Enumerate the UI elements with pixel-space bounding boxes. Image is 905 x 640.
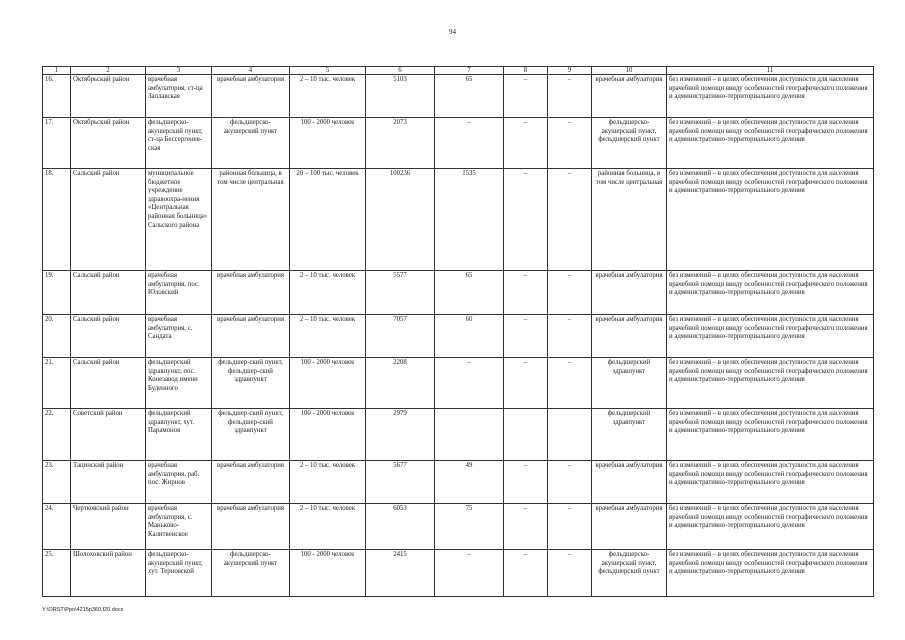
row-number-cell: 22.: [43, 409, 71, 461]
justification-cell: без изменений – в целях обеспечения доступности для населения врачебной помощи ввиду особенностей географического положения и административно-территориального деления: [667, 169, 874, 271]
row-number-cell: 16.: [43, 75, 71, 118]
facility-type-cell: врачебная амбулатория: [212, 75, 290, 118]
population-cell: 100 - 2000 человек: [290, 118, 366, 169]
value-cell-col6: 2208: [366, 358, 435, 409]
table-row: [43, 504, 874, 550]
file-path: Y:\ORST\Ppo\4215p360.f20.docx: [42, 607, 124, 613]
row-number-cell: 24.: [43, 504, 71, 550]
proposed-type-cell: врачебная амбулатория: [592, 504, 667, 550]
column-header: 4: [212, 67, 290, 75]
facility-type-cell: фельдшерско-акушерский пункт: [212, 118, 290, 169]
header-row: [43, 67, 874, 75]
value-cell-col7: 65: [435, 75, 504, 118]
population-cell: 100 - 2000 человек: [290, 409, 366, 461]
column-header: 9: [548, 67, 592, 75]
facility-type-cell: фельдшерско-акушерский пункт: [212, 550, 290, 597]
population-cell: 100 - 2000 человек: [290, 550, 366, 597]
value-cell-col6: 2073: [366, 118, 435, 169]
district-cell: Октябрьский район: [71, 75, 146, 118]
justification-cell: без изменений – в целях обеспечения доступности для населения врачебной помощи ввиду особенностей географического положения и административно-территориального деления: [667, 118, 874, 169]
value-cell-col9: –: [548, 271, 592, 315]
district-cell: Тацинский район: [71, 461, 146, 504]
table-row: [43, 118, 874, 169]
table-body: [43, 75, 874, 597]
justification-cell: без изменений – в целях обеспечения доступности для населения врачебной помощи ввиду особенностей географического положения и административно-территориального деления: [667, 550, 874, 597]
row-number-cell: 20.: [43, 315, 71, 358]
facility-type-cell: врачебная амбулатория: [212, 504, 290, 550]
facility-type-cell: врачебная амбулатория: [212, 271, 290, 315]
institution-cell: врачебная амбулатория, пос. Юловский: [146, 271, 212, 315]
population-cell: 2 – 10 тыс. человек: [290, 315, 366, 358]
institution-cell: врачебная амбулатория, ст-ца Заплавская: [146, 75, 212, 118]
facility-type-cell: врачебная амбулатория: [212, 461, 290, 504]
row-number-cell: 21.: [43, 358, 71, 409]
district-cell: Сальский район: [71, 169, 146, 271]
value-cell-col7: 65: [435, 271, 504, 315]
value-cell-col7: –: [435, 550, 504, 597]
value-cell-col6: 5103: [366, 75, 435, 118]
proposed-type-cell: фельдшерский здравпункт: [592, 358, 667, 409]
justification-cell: без изменений – в целях обеспечения доступности для населения врачебной помощи ввиду особенностей географического положения и административно-территориального деления: [667, 271, 874, 315]
value-cell-col7: 1535: [435, 169, 504, 271]
district-cell: Октябрьский район: [71, 118, 146, 169]
institution-cell: фельдшерский здравпункт, пос. Конезавод имени Буденного: [146, 358, 212, 409]
table-row: [43, 461, 874, 504]
institution-cell: врачебная амбулатория, с. Маньково-Калитвенское: [146, 504, 212, 550]
table-row: [43, 169, 874, 271]
institution-cell: фельдшерско-акушерский пункт, хут. Терновской: [146, 550, 212, 597]
proposed-type-cell: фельдшерско-акушерский пункт, фельдшерский пункт: [592, 118, 667, 169]
table-row: [43, 75, 874, 118]
table-row: [43, 315, 874, 358]
value-cell-col6: 7057: [366, 315, 435, 358]
page-number: 94: [449, 28, 456, 36]
value-cell-col8: –: [504, 550, 548, 597]
value-cell-col9: [548, 409, 592, 461]
value-cell-col8: –: [504, 271, 548, 315]
row-number-cell: 25.: [43, 550, 71, 597]
justification-cell: без изменений – в целях обеспечения доступности для населения врачебной помощи ввиду особенностей географического положения и административно-территориального деления: [667, 75, 874, 118]
district-cell: Чертковский район: [71, 504, 146, 550]
justification-cell: без изменений – в целях обеспечения доступности для населения врачебной помощи ввиду особенностей географического положения и административно-территориального деления: [667, 315, 874, 358]
row-number-cell: 23.: [43, 461, 71, 504]
row-number-cell: 18.: [43, 169, 71, 271]
value-cell-col8: –: [504, 75, 548, 118]
value-cell-col8: –: [504, 315, 548, 358]
value-cell-col7: –: [435, 118, 504, 169]
value-cell-col6: 2415: [366, 550, 435, 597]
district-cell: Сальский район: [71, 315, 146, 358]
institution-cell: фельдшерско-акушерский пункт, ст-ца Бессергенев-ская: [146, 118, 212, 169]
column-header: 1: [43, 67, 71, 75]
value-cell-col6: 5677: [366, 461, 435, 504]
proposed-type-cell: районная больница, в том числе центральная: [592, 169, 667, 271]
institution-cell: врачебная амбулатория, с. Сандата: [146, 315, 212, 358]
column-header: 2: [71, 67, 146, 75]
value-cell-col9: –: [548, 75, 592, 118]
value-cell-col9: –: [548, 169, 592, 271]
table-row: [43, 358, 874, 409]
value-cell-col6: 5577: [366, 271, 435, 315]
population-cell: 2 – 10 тыс. человек: [290, 75, 366, 118]
value-cell-col6: 100236: [366, 169, 435, 271]
column-header: 3: [146, 67, 212, 75]
facility-type-cell: фельдшер-ский пункт, фельдшер-ский здравпункт: [212, 358, 290, 409]
facility-table: [42, 66, 874, 597]
value-cell-col9: –: [548, 315, 592, 358]
value-cell-col8: –: [504, 358, 548, 409]
proposed-type-cell: врачебная амбулатория: [592, 75, 667, 118]
value-cell-col9: –: [548, 358, 592, 409]
justification-cell: без изменений – в целях обеспечения доступности для населения врачебной помощи ввиду особенностей географического положения и административно-территориального деления: [667, 461, 874, 504]
justification-cell: без изменений – в целях обеспечения доступности для населения врачебной помощи ввиду особенностей географического положения и административно-территориального деления: [667, 409, 874, 461]
value-cell-col6: 6053: [366, 504, 435, 550]
table-row: [43, 409, 874, 461]
value-cell-col9: –: [548, 461, 592, 504]
value-cell-col8: –: [504, 169, 548, 271]
population-cell: 100 - 2000 человек: [290, 358, 366, 409]
population-cell: 2 – 10 тыс. человек: [290, 271, 366, 315]
column-header: 8: [504, 67, 548, 75]
value-cell-col9: –: [548, 550, 592, 597]
value-cell-col7: [435, 409, 504, 461]
table-row: [43, 271, 874, 315]
institution-cell: фельдшерский здравпункт, хут. Парамонов: [146, 409, 212, 461]
proposed-type-cell: врачебная амбулатория: [592, 461, 667, 504]
column-header: 11: [667, 67, 874, 75]
population-cell: 2 – 10 тыс. человек: [290, 504, 366, 550]
value-cell-col8: –: [504, 504, 548, 550]
facility-type-cell: фельдшер-ский пункт, фельдшер-ский здравпункт: [212, 409, 290, 461]
population-cell: 20 – 100 тыс. человек: [290, 169, 366, 271]
proposed-type-cell: фельдшерский здравпункт: [592, 409, 667, 461]
value-cell-col9: –: [548, 118, 592, 169]
proposed-type-cell: фельдшерско-акушерский пункт, фельдшерский пункт: [592, 550, 667, 597]
row-number-cell: 17.: [43, 118, 71, 169]
facility-type-cell: врачебная амбулатория: [212, 315, 290, 358]
column-header: 10: [592, 67, 667, 75]
district-cell: Сальский район: [71, 271, 146, 315]
value-cell-col7: 75: [435, 504, 504, 550]
justification-cell: без изменений – в целях обеспечения доступности для населения врачебной помощи ввиду особенностей географического положения и административно-территориального деления: [667, 358, 874, 409]
proposed-type-cell: врачебная амбулатория: [592, 271, 667, 315]
value-cell-col6: 2979: [366, 409, 435, 461]
column-header: 5: [290, 67, 366, 75]
row-number-cell: 19.: [43, 271, 71, 315]
value-cell-col9: –: [548, 504, 592, 550]
proposed-type-cell: врачебная амбулатория: [592, 315, 667, 358]
institution-cell: врачебная амбулатория, раб. пос. Жирнов: [146, 461, 212, 504]
facility-type-cell: районная больница, в том числе центральная: [212, 169, 290, 271]
column-header: 6: [366, 67, 435, 75]
district-cell: Сальский район: [71, 358, 146, 409]
value-cell-col8: [504, 409, 548, 461]
value-cell-col7: 49: [435, 461, 504, 504]
value-cell-col8: –: [504, 461, 548, 504]
table-row: [43, 550, 874, 597]
district-cell: Советский район: [71, 409, 146, 461]
population-cell: 2 – 10 тыс. человек: [290, 461, 366, 504]
column-header: 7: [435, 67, 504, 75]
value-cell-col7: –: [435, 358, 504, 409]
institution-cell: муниципальное бюджетное учреждение здравоохра-нения «Центральная районная больница» Сальского района: [146, 169, 212, 271]
justification-cell: без изменений – в целях обеспечения доступности для населения врачебной помощи ввиду особенностей географического положения и административно-территориального деления: [667, 504, 874, 550]
district-cell: Шолоховский район: [71, 550, 146, 597]
value-cell-col8: –: [504, 118, 548, 169]
value-cell-col7: 60: [435, 315, 504, 358]
